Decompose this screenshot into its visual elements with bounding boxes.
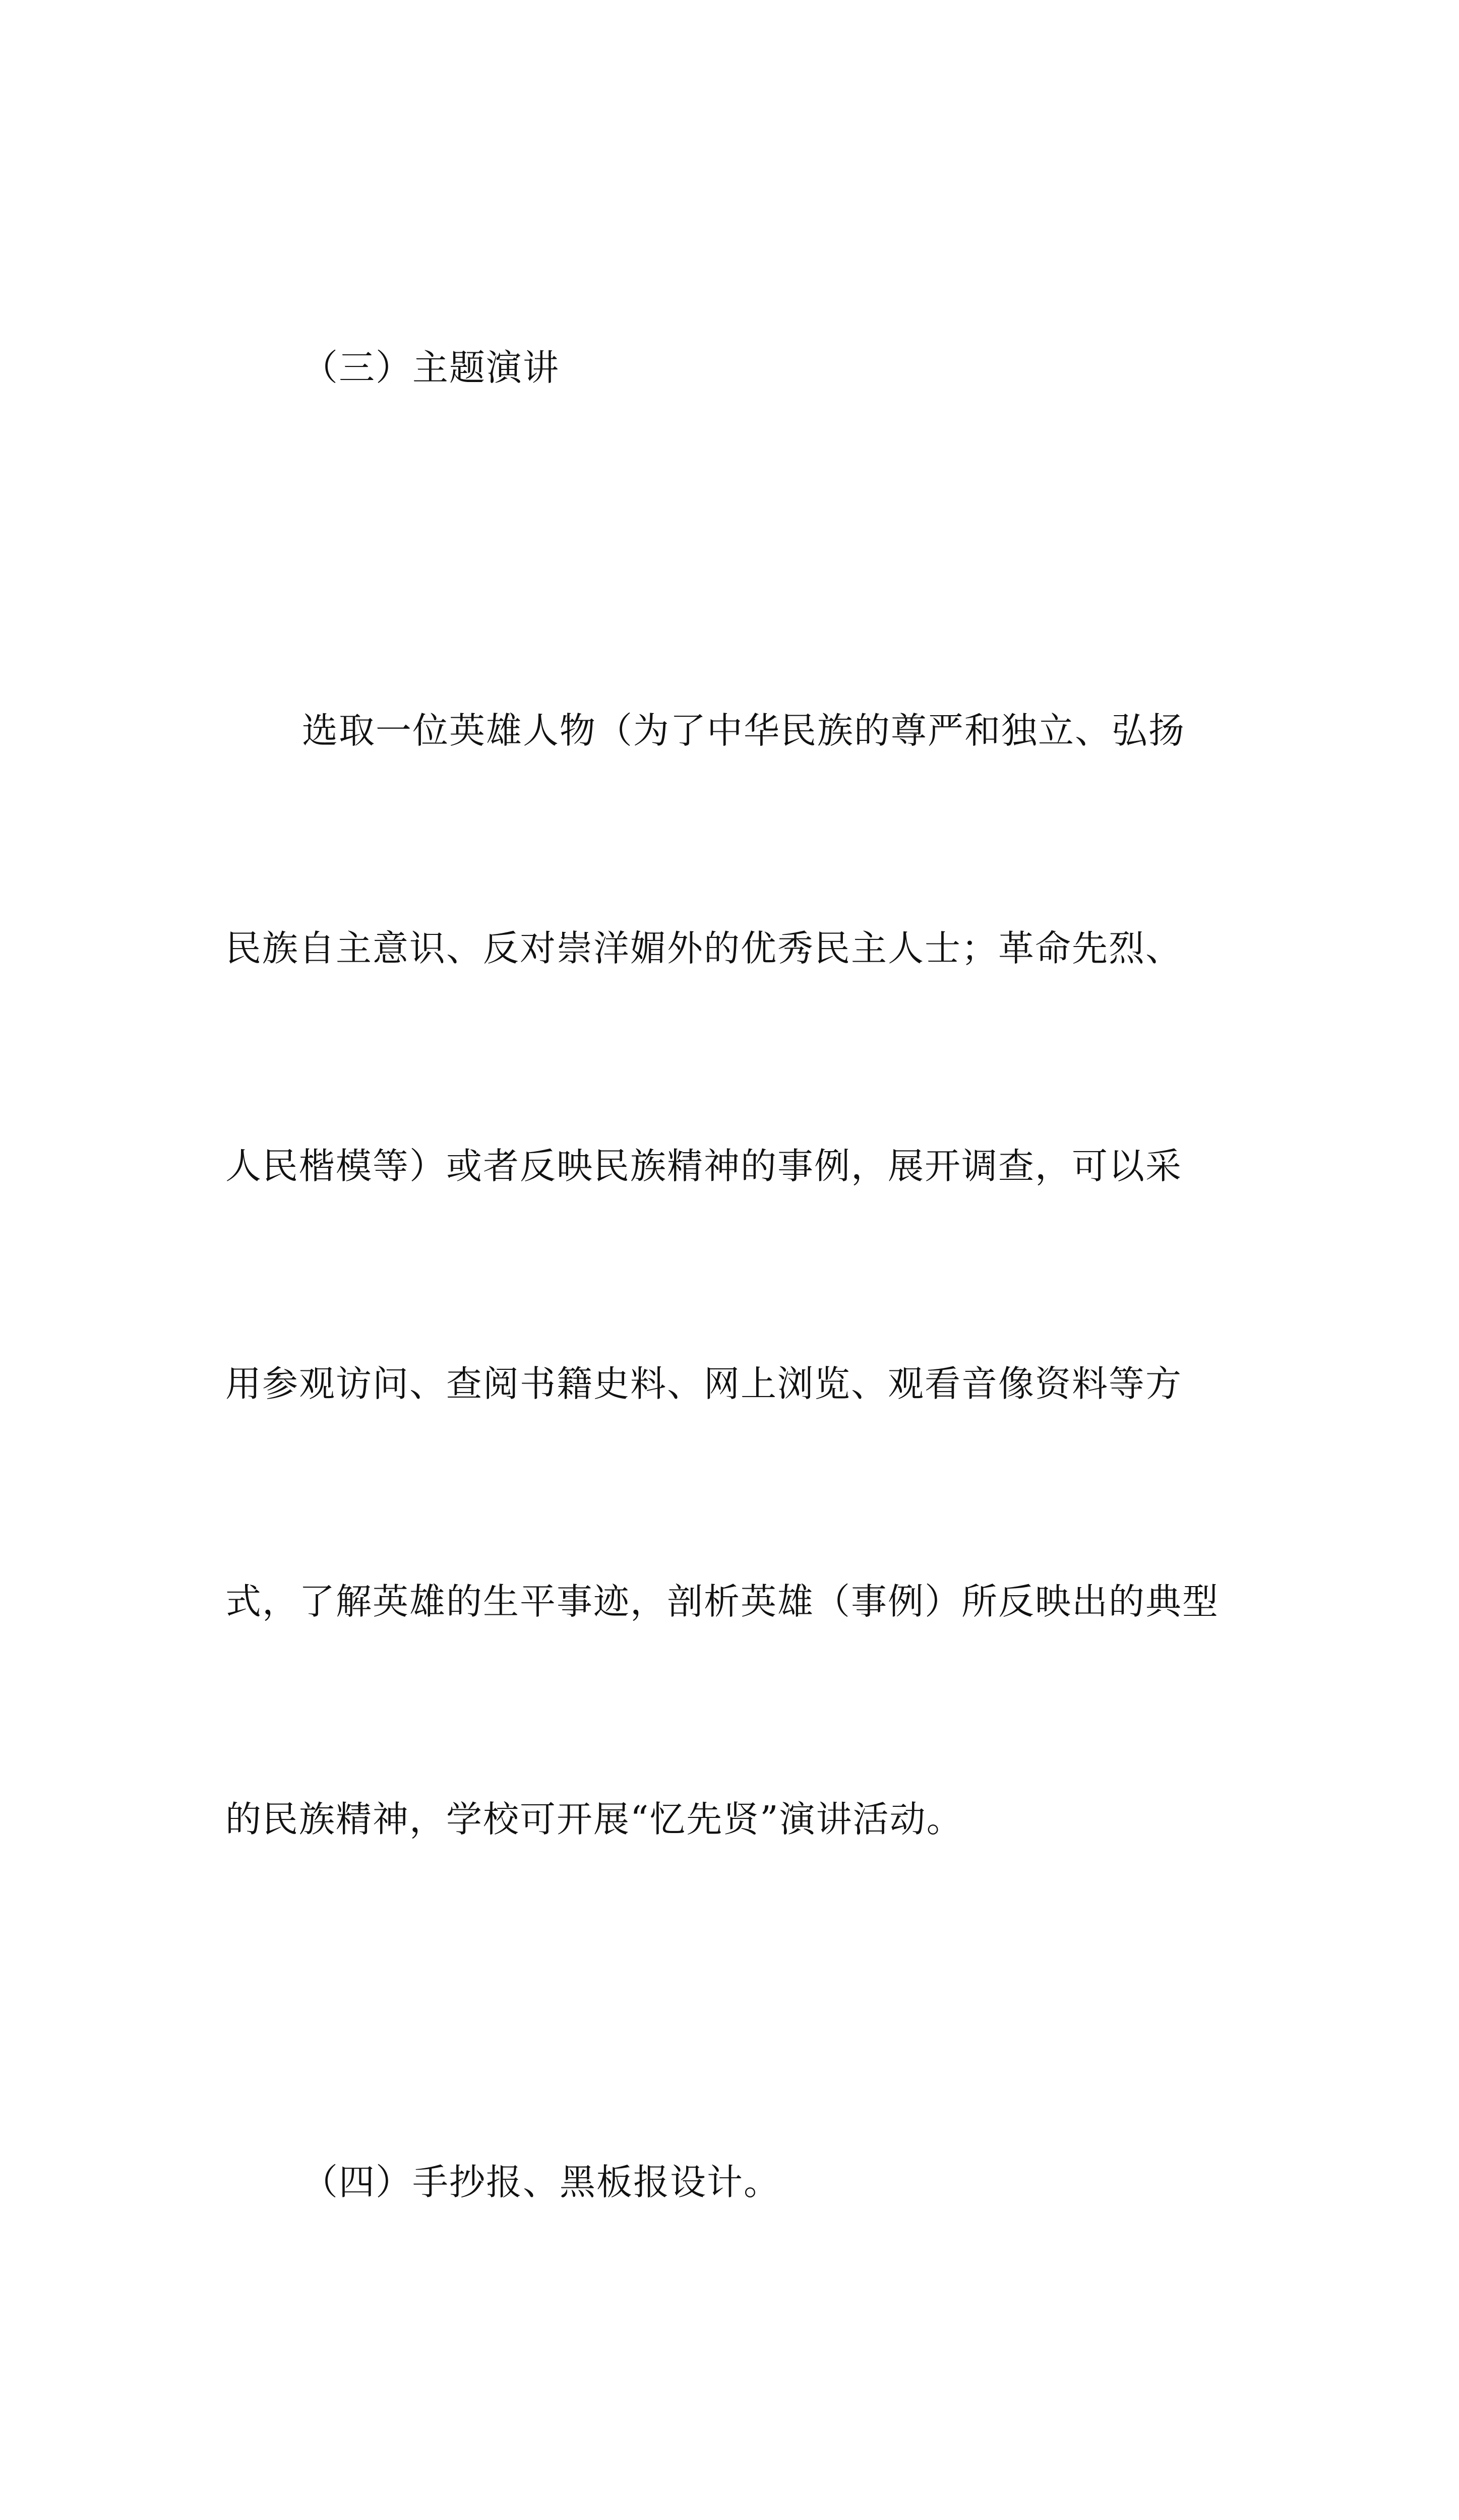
paragraph-theme-speech: [225, 549, 1254, 2001]
text-line: 用参观访问、查阅书籍史料、网上浏览、观看音像资料等方: [225, 1363, 1183, 1405]
document-body: [225, 186, 1254, 2520]
text-line: 民族自主意识、反对崇洋媚外的优秀民主人士；革命先烈、: [225, 927, 1183, 969]
text-line: （三）主题演讲: [302, 347, 560, 389]
section-heading-theme-speech: [225, 186, 1254, 549]
text-line: 人民楷模等）或者反映民族精神的事例，展开调查，可以采: [225, 1145, 1183, 1187]
text-line: 的民族精神，学校可开展“忆先贤”演讲活动。: [225, 1798, 963, 1840]
text-line: 式，了解英雄的生平事迹，剖析英雄（事例）所反映出的典型: [225, 1581, 1220, 1622]
section-heading-board-design: [225, 2001, 1254, 2364]
paragraph-board-design: [225, 2364, 1254, 2520]
text-line: （四）手抄报、黑板报设计。: [302, 2161, 781, 2203]
text-line: 选取一位英雄人物（为了中华民族的尊严和独立、弘扬: [302, 710, 1186, 751]
text-line: [225, 2509, 1254, 2520]
